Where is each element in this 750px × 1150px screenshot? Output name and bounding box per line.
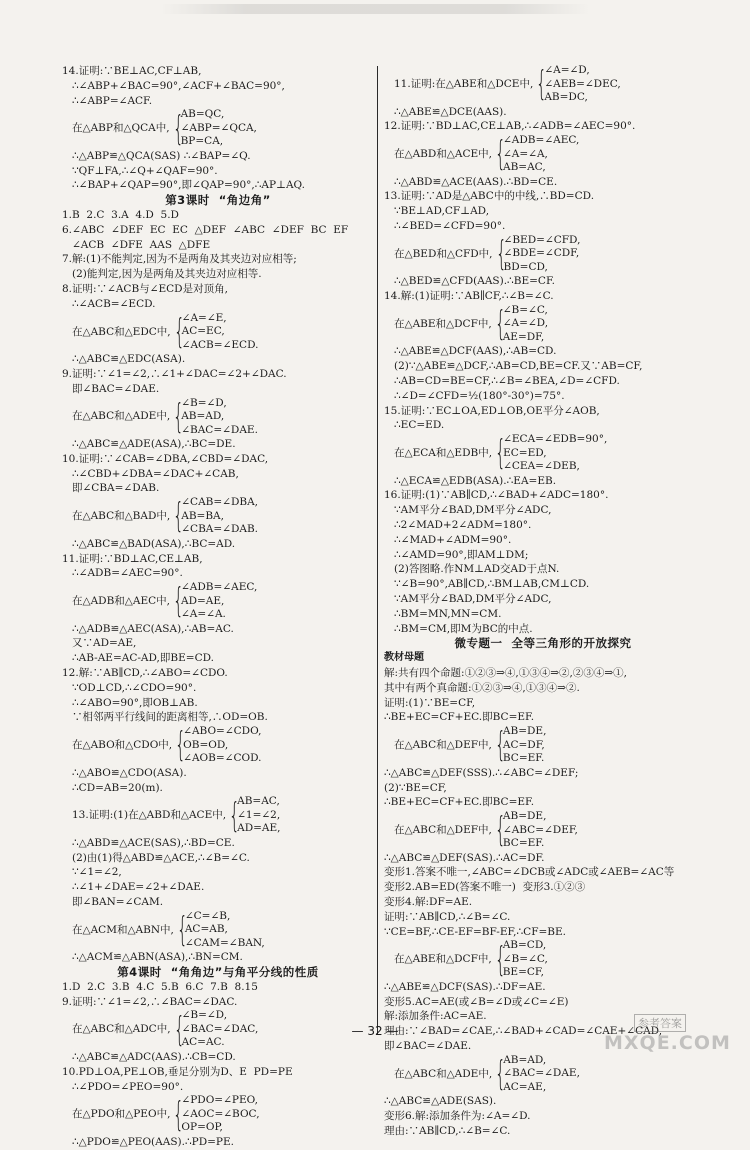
solution-line: ∴BE+EC=CF+EC.即BC=EF. — [384, 796, 535, 809]
brace-symbol: { — [173, 496, 185, 537]
scan-header-noise — [160, 4, 590, 14]
system-condition: ∠ABP=∠QCA, — [180, 121, 257, 134]
system-prefix: 在△ADB和△AEC中, — [72, 594, 170, 607]
system-conditions — [237, 795, 280, 836]
system-condition: ∠AEB=∠DEC, — [544, 77, 621, 90]
system-condition: AB=AC, — [237, 795, 280, 808]
brace-symbol: { — [173, 1094, 185, 1135]
brace-symbol: { — [495, 134, 506, 175]
solution-line: 解:添加条件:AC=AE. — [384, 1010, 487, 1023]
system-condition: BP=CA, — [180, 135, 224, 148]
solution-line: (2)∵BE=CF, — [384, 781, 447, 794]
system-conditions — [182, 312, 259, 353]
system-prefix: 在△ABC和△DEF中, — [394, 739, 492, 752]
brace-symbol: { — [173, 1009, 185, 1050]
left-column — [62, 64, 374, 1150]
congruence-system — [384, 939, 702, 980]
solution-line: ∴∠BED=∠CFD=90°. — [394, 219, 506, 232]
solution-line: ∵BE⊥AD,CF⊥AD, — [394, 205, 490, 218]
solution-line: 即∠CBA=∠DAB. — [72, 482, 160, 495]
system-conditions — [503, 134, 579, 175]
brace-symbol: { — [229, 795, 240, 836]
solution-line: ∵CE=BF,∴CE-EF=BF-EF,∴CF=BE. — [384, 925, 566, 938]
system-condition: ∠B=∠C, — [502, 303, 548, 316]
system-condition: ∠PDO=∠PEO, — [181, 1094, 258, 1107]
solution-line: (2)答图略.作NM⊥AD交AD于点N. — [394, 563, 560, 576]
solution-line: ∴∠ABO=90°,即OB⊥AB. — [72, 696, 198, 709]
system-condition: AB=BA, — [181, 509, 224, 522]
solution-line: ∴△ECA≌△EDB(ASA).∴EA=EB. — [394, 474, 557, 487]
congruence-system — [384, 64, 702, 105]
system-condition: ∠CBA=∠DAB. — [181, 523, 259, 536]
system-conditions — [181, 496, 258, 537]
system-condition: AC=AE, — [503, 1080, 547, 1093]
system-prefix: 11.证明:在△ABE和△DCE中, — [394, 77, 534, 90]
system-condition: ∠ADB=∠AEC, — [503, 134, 580, 147]
solution-line: (2)∵△ABE≌△DCF,∴AB=CD,BE=CF.又∵AB=CF, — [394, 360, 643, 373]
solution-line: ∵∠1=∠2, — [72, 866, 122, 879]
system-condition: ∠B=∠C, — [502, 952, 548, 965]
solution-line: ∴BE+EC=CF+EC.即BC=EF. — [384, 711, 535, 724]
congruence-system — [384, 433, 702, 474]
system-condition: ∠CEA=∠DEB, — [503, 460, 580, 473]
system-prefix: 在△ABE和△DCF中, — [394, 317, 492, 330]
system-condition: EC=ED, — [503, 446, 547, 459]
brace-symbol: { — [494, 810, 506, 851]
column-divider — [377, 66, 378, 1034]
solution-line: 8.证明:∵∠ACB与∠ECD是对顶角, — [62, 283, 228, 296]
solution-line: ∴△PDO≌△PEO(AAS).∴PD=PE. — [72, 1135, 234, 1148]
system-conditions — [181, 108, 257, 149]
solution-line: ∴△ABP≌△QCA(SAS) ∴∠BAP=∠Q. — [72, 149, 251, 162]
solution-line: ∴∠ABP+∠BAC=90°,∠ACF+∠BAC=90°, — [72, 79, 285, 92]
congruence-system — [62, 312, 374, 353]
congruence-system — [62, 397, 374, 438]
solution-line: 15.证明:∵EC⊥OA,ED⊥OB,OE平分∠AOB, — [384, 404, 600, 417]
solution-line: ∴AB=CD=BE=CF,∴∠B=∠BEA,∠D=∠CFD. — [394, 374, 620, 387]
solution-line: ∴∠AMD=90°,即AM⊥DM; — [394, 548, 529, 561]
right-column — [384, 64, 702, 1139]
solution-line: ∴△ABE≌△DCE(AAS). — [394, 105, 507, 118]
brace-symbol: { — [495, 234, 507, 275]
brace-symbol: { — [176, 910, 188, 951]
solution-line: ∴BM=CM,即M为BC的中点. — [394, 622, 533, 635]
system-condition: AB=DE, — [502, 725, 547, 738]
solution-line: ∴∠ABP=∠ACF. — [72, 94, 153, 107]
section-heading: 第4课时 “角角边”与角平分线的性质 — [117, 965, 319, 980]
system-conditions — [544, 64, 620, 105]
system-conditions — [503, 725, 547, 766]
system-condition: AB=DE, — [502, 810, 547, 823]
congruence-system — [62, 108, 374, 149]
system-condition: ∠B=∠D, — [181, 1009, 228, 1022]
system-condition: ∠B=∠D, — [181, 396, 227, 409]
solution-line: 即∠BAC=∠DAE. — [384, 1040, 472, 1053]
solution-line: 6.∠ABC ∠DEF EC EC △DEF ∠ABC ∠DEF BC EF — [62, 223, 349, 236]
solution-line: 1.B 2.C 3.A 4.D 5.D — [62, 209, 179, 222]
system-condition: ∠AOC=∠BOC, — [181, 1107, 260, 1120]
brace-symbol: { — [172, 108, 184, 149]
system-prefix: 在△BED和△CFD中, — [394, 247, 493, 260]
system-prefix: 在△ACM和△ABN中, — [72, 923, 174, 936]
system-condition: AC=AC. — [181, 1036, 225, 1049]
solution-line: ∴∠MAD+∠ADM=90°. — [394, 533, 512, 546]
solution-line: ∴△BED≌△CFD(AAS).∴BE=CF. — [394, 275, 555, 288]
system-condition: ∠ECA=∠EDB=90°, — [503, 433, 608, 446]
solution-line: 14.解:(1)证明:∵AB∥CF,∴∠B=∠C. — [384, 290, 554, 303]
congruence-system — [62, 910, 374, 951]
system-condition: ∠1=∠2, — [237, 808, 281, 821]
solution-line: ∴2∠MAD+2∠ADM=180°. — [394, 519, 532, 532]
congruence-system — [62, 795, 374, 836]
congruence-system — [62, 1094, 374, 1135]
system-prefix: 在△ECA和△EDB中, — [394, 447, 493, 459]
solution-line: ∴△ABC≌△EDC(ASA). — [72, 353, 186, 366]
system-conditions — [181, 581, 257, 622]
system-condition: ∠BAC=∠DAE, — [503, 1067, 580, 1080]
brace-symbol: { — [175, 725, 186, 766]
congruence-system — [62, 581, 374, 622]
system-condition: ∠CAB=∠DBA, — [181, 496, 259, 509]
section-heading: 微专题一 全等三角形的开放探究 — [454, 636, 632, 651]
system-condition: AB=QC, — [180, 108, 225, 121]
solution-line: 7.解:(1)不能判定,因为不是两角及其夹边对应相等; — [62, 253, 297, 266]
solution-line: 12.解:∵AB∥CD,∴∠ABO=∠CDO. — [62, 667, 228, 680]
solution-line: 变形2.AB=ED(答案不唯一) 变形3.①②③ — [384, 881, 586, 894]
system-conditions — [181, 397, 258, 438]
watermark-logo — [604, 1012, 730, 1058]
solution-line: ∴△ABC≌△ADC(AAS).∴CB=CD. — [72, 1050, 236, 1063]
system-conditions — [504, 234, 581, 275]
solution-line: 13.证明:∵AD是△ABC中的中线,∴BD=CD. — [384, 190, 595, 203]
congruence-system — [384, 725, 702, 766]
solution-line: ∵QF⊥FA,∴∠Q+∠QAF=90°. — [72, 164, 218, 177]
system-prefix: 在△ABC和△BAD中, — [72, 510, 171, 523]
system-prefix: 在△ABD和△ACE中, — [394, 147, 492, 160]
system-condition: AB=AD, — [503, 1053, 547, 1066]
system-prefix: 在△ABC和△ADC中, — [72, 1023, 171, 1036]
subsection-heading: 教材母题 — [384, 652, 424, 664]
solution-line: ∴EC=ED. — [394, 419, 445, 432]
system-condition: ∠AOB=∠COD. — [183, 752, 262, 765]
system-conditions — [503, 810, 578, 851]
watermark-top-text: 参考答案 — [634, 1014, 686, 1032]
section-heading: 第3课时 “角边角” — [165, 193, 271, 208]
solution-line: 9.证明:∵∠1=∠2,∴∠1+∠DAC=∠2+∠DAC. — [62, 367, 287, 380]
solution-line: 解:共有四个命题:①②③⇒④,①③④⇒②,②③④⇒①, — [384, 667, 627, 680]
solution-line: 9.证明:∵∠1=∠2,∴∠BAC=∠DAC. — [62, 995, 238, 1008]
brace-symbol: { — [173, 396, 185, 437]
solution-line: (2)能判定,因为是两角及其夹边对应相等. — [72, 268, 262, 281]
solution-line: ∴△ABC≌△DEF(SAS).∴AC=DF. — [384, 851, 545, 864]
system-prefix: 在△ABO和△CDO中, — [72, 739, 173, 752]
system-condition: AD=AE, — [237, 822, 281, 835]
system-condition: ∠A=∠A, — [503, 147, 548, 160]
solution-line: 变形4.解:DF=AE. — [384, 895, 473, 908]
system-conditions — [503, 304, 548, 345]
solution-line: ∴∠ADB=∠AEC=90°. — [72, 567, 183, 580]
system-conditions — [503, 939, 548, 980]
solution-line: 变形1.答案不唯一,∠ABC=∠DCB或∠ADC或∠AEB=∠AC等 — [384, 866, 675, 879]
system-condition: AD=AE, — [181, 594, 225, 607]
solution-line: 变形6.解:添加条件为:∠A=∠D. — [384, 1110, 531, 1123]
brace-symbol: { — [173, 581, 184, 622]
system-conditions — [183, 725, 261, 766]
solution-line: ∠ACB ∠DFE AAS △DFE — [72, 238, 211, 251]
system-condition: BC=EF. — [502, 752, 545, 765]
system-prefix: 在△ABC和△EDC中, — [72, 325, 171, 338]
solution-line: 变形5.AC=AE(或∠B=∠D或∠C=∠E) — [384, 995, 569, 1008]
solution-line: ∵AM平分∠BAD,DM平分∠ADC, — [394, 504, 552, 517]
solution-line: ∴∠CBD+∠DBA=∠DAC+∠CAB, — [72, 467, 239, 480]
solution-line: 11.证明:∵BD⊥AC,CE⊥AB, — [62, 552, 203, 565]
solution-line: ∴△ABD≌△ACE(AAS).∴BD=CE. — [394, 175, 558, 188]
solution-line: ∴△ADB≌△AEC(ASA),∴AB=AC. — [72, 622, 234, 635]
solution-line: 证明:(1)∵BE=CF, — [384, 696, 476, 709]
solution-line: ∴△ABE≌△DCF(AAS),∴AB=CD. — [394, 345, 557, 358]
system-condition: ∠A=∠D, — [502, 317, 549, 330]
congruence-system — [384, 1054, 702, 1095]
system-condition: AB=CD, — [502, 939, 547, 952]
solution-line: ∵OD⊥CD,∴∠CDO=90°. — [72, 681, 197, 694]
system-condition: AB=AC, — [503, 161, 546, 174]
solution-line: ∴CD=AB=20(m). — [72, 781, 163, 794]
congruence-system — [384, 134, 702, 175]
system-condition: AC=DF, — [502, 738, 545, 751]
solution-line: (2)由(1)得△ABD≌△ACE,∴∠B=∠C. — [72, 851, 250, 864]
solution-line: ∴∠ACB=∠ECD. — [72, 297, 156, 310]
solution-line: 其中有两个真命题:①②③⇒④,①③④⇒②. — [384, 681, 580, 694]
congruence-system — [384, 810, 702, 851]
system-conditions — [503, 1054, 580, 1095]
solution-line: 12.证明:∵BD⊥AC,CE⊥AB,∴∠ADB=∠AEC=90°. — [384, 120, 636, 133]
system-condition: AB=AD, — [181, 410, 225, 423]
congruence-system — [62, 725, 374, 766]
solution-line: ∵相邻两平行线间的距离相等,∴OD=OB. — [72, 711, 268, 724]
solution-line: ∴∠D=∠CFD=½(180°-30°)=75°. — [394, 389, 565, 402]
system-conditions — [503, 433, 607, 474]
system-condition: OB=OD, — [183, 738, 229, 751]
brace-symbol: { — [494, 939, 506, 980]
solution-line: 又∵AD=AE, — [72, 637, 137, 650]
solution-line: 1.D 2.C 3.B 4.C 5.B 6.C 7.B 8.15 — [62, 980, 258, 993]
solution-line: ∴△ABD≌△ACE(SAS),∴BD=CE. — [72, 836, 235, 849]
solution-line: 10.证明:∵∠CAB=∠DBA,∠CBD=∠DAC, — [62, 452, 269, 465]
system-conditions — [185, 910, 265, 951]
system-condition: ∠BDE=∠CDF, — [503, 247, 580, 260]
system-condition: BD=CD, — [503, 260, 548, 273]
system-condition: ∠ADB=∠AEC, — [181, 581, 258, 594]
system-condition: ∠BAC=∠DAE. — [181, 423, 258, 436]
solution-line: 证明:∵AB∥CD,∴∠B=∠C. — [384, 910, 511, 923]
solution-line: ∴BM=MN,MN=CM. — [394, 607, 502, 620]
solution-line: ∴△ABC≌△DEF(SSS).∴∠ABC=∠DEF; — [384, 766, 579, 779]
solution-line: ∴△ABC≌△BAD(ASA),∴BC=AD. — [72, 537, 236, 550]
system-condition: ∠BAC=∠DAC, — [181, 1022, 259, 1035]
system-condition: BE=CF, — [502, 966, 544, 979]
system-condition: AE=DF, — [502, 330, 545, 343]
system-condition: ∠A=∠A. — [181, 608, 226, 621]
system-condition: ∠ABO=∠CDO, — [183, 725, 262, 738]
system-condition: ∠CAM=∠BAN, — [184, 936, 265, 949]
system-prefix: 在△ABC和△DEF中, — [394, 823, 492, 836]
brace-symbol: { — [536, 64, 548, 105]
system-condition: ∠ABC=∠DEF, — [502, 823, 578, 836]
system-prefix: 在△ABE和△DCF中, — [394, 953, 492, 966]
brace-symbol: { — [495, 433, 506, 474]
solution-line: 即∠BAN=∠CAM. — [72, 895, 164, 908]
solution-line: ∵∠B=90°,AB∥CD,∴BM⊥AB,CM⊥CD. — [394, 578, 590, 591]
solution-line: 即∠BAC=∠DAE. — [72, 382, 160, 395]
system-condition: ∠A=∠D, — [544, 64, 590, 76]
system-condition: BC=EF. — [502, 837, 545, 850]
page-number: — 32 — — [351, 1024, 399, 1038]
solution-line: 14.证明:∵BE⊥AC,CF⊥AB, — [62, 65, 202, 77]
brace-symbol: { — [495, 1054, 507, 1095]
solution-line: 理由:∵AB∥CD,∴∠B=∠C. — [384, 1124, 511, 1137]
system-prefix: 在△ABC和△ADE中, — [72, 410, 171, 423]
system-prefix: 在△ABC和△ADE中, — [394, 1067, 493, 1080]
solution-line: ∴△ABC≌△ADE(SAS). — [384, 1095, 497, 1108]
congruence-system — [62, 496, 374, 537]
solution-line: ∴∠BAP+∠QAP=90°,即∠QAP=90°,∴AP⊥AQ. — [72, 179, 305, 192]
system-prefix: 在△PDO和△PEO中, — [72, 1108, 171, 1121]
solution-line: ∴∠1+∠DAE=∠2+∠DAE. — [72, 881, 205, 894]
system-condition: ∠BED=∠CFD, — [503, 233, 581, 246]
congruence-system — [384, 304, 702, 345]
system-condition: ∠ACB=∠ECD. — [181, 338, 259, 351]
solution-line: ∴△ABO≌△CDO(ASA). — [72, 766, 187, 779]
brace-symbol: { — [494, 725, 506, 766]
solution-line: 10.PD⊥OA,PE⊥OB,垂足分别为D、E PD=PE — [62, 1065, 293, 1078]
solution-line: ∴△ACM≌△ABN(ASA),∴BN=CM. — [72, 951, 243, 964]
solution-line: 理由:∵∠BAD=∠CAE,∴∠BAD+∠CAD=∠CAE+∠CAD, — [384, 1025, 663, 1038]
system-condition: ∠C=∠B, — [184, 909, 231, 922]
brace-symbol: { — [173, 311, 185, 352]
watermark-bottom-text: MXQE.COM — [604, 1032, 731, 1054]
brace-symbol: { — [494, 304, 506, 345]
solution-line: ∴∠PDO=∠PEO=90°. — [72, 1080, 184, 1093]
solution-line: ∵AM平分∠BAD,DM平分∠ADC, — [394, 593, 552, 606]
system-conditions — [181, 1094, 259, 1135]
solution-line: 16.证明:(1)∵AB∥CD,∴∠BAD+∠ADC=180°. — [384, 489, 609, 502]
solution-line: ∴AB-AE=AC-AD,即BE=CD. — [72, 652, 214, 665]
solution-line: ∴△ABC≌△ADE(ASA),∴BC=DE. — [72, 438, 236, 451]
system-condition: OP=OP, — [181, 1121, 223, 1134]
congruence-system — [384, 234, 702, 275]
system-condition: AC=AB, — [184, 923, 228, 936]
system-prefix: 13.证明:(1)在△ABD和△ACE中, — [72, 809, 227, 822]
system-prefix: 在△ABP和△QCA中, — [72, 122, 170, 135]
solution-line: ∴△ABE≌△DCF(SAS).∴DF=AE. — [384, 980, 546, 993]
system-condition: AC=EC, — [181, 325, 225, 338]
system-condition: ∠A=∠E, — [181, 311, 227, 324]
system-condition: AB=DC, — [544, 91, 588, 103]
